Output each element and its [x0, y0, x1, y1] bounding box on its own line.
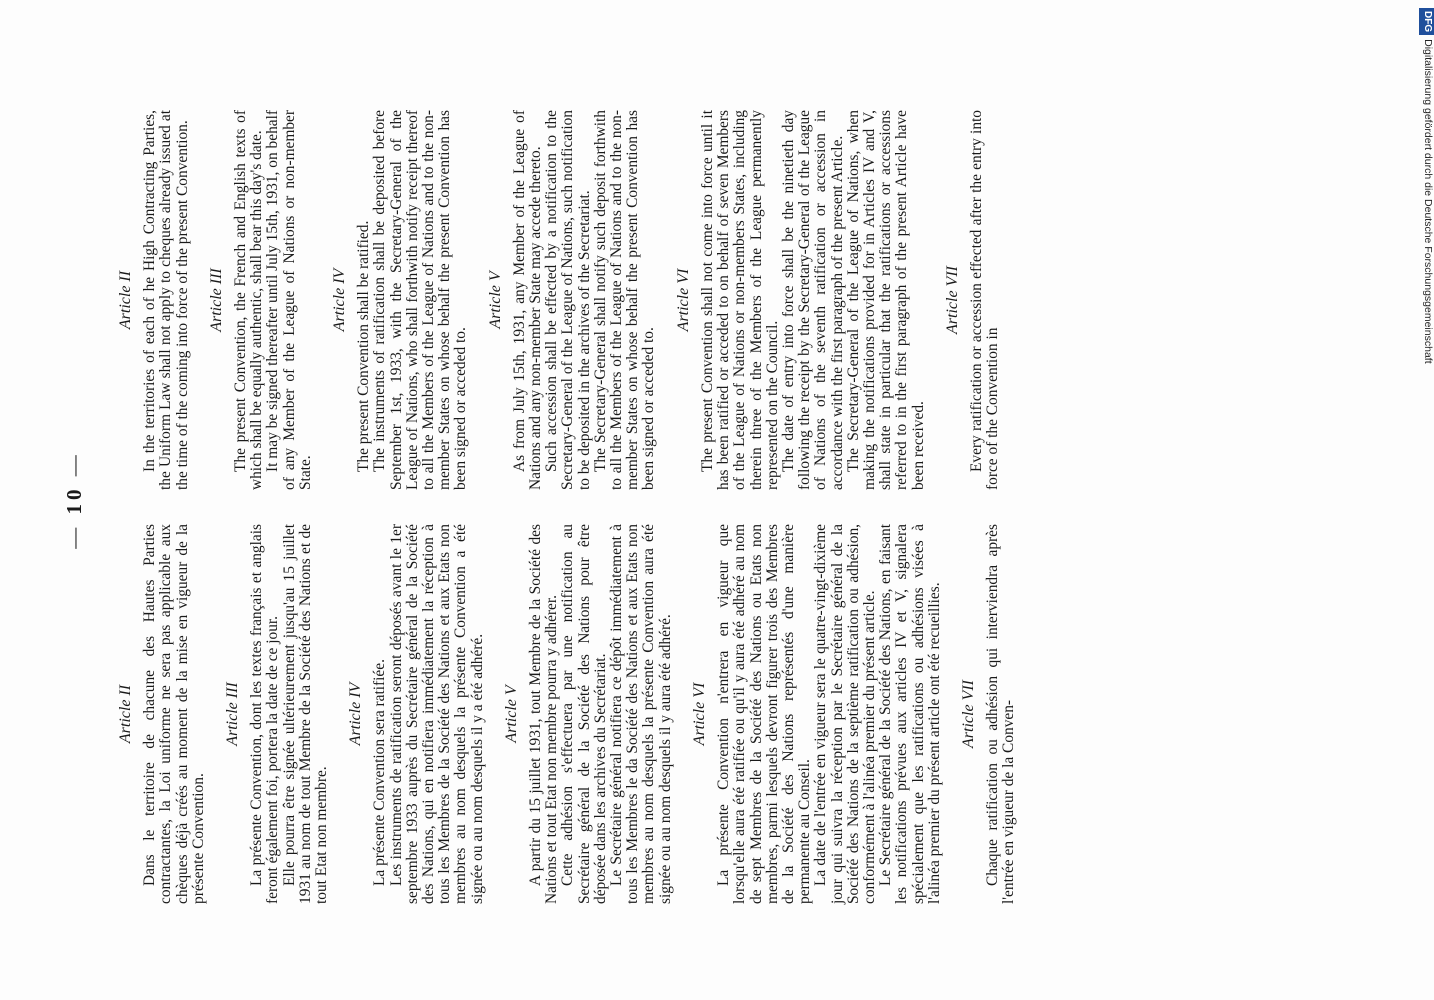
- article-paragraph: The present Convention, the French and English texts of which shall be equally authentic, shall bear this day's date.: [232, 110, 266, 490]
- article-paragraph: A partir du 15 juillet 1931, tout Membre de la Société des Nations et tout Etat non membre pourra y adhérer.: [527, 524, 561, 904]
- article-paragraph: Le Secrétaire général de la Société des Nations, en faisant les notifications prévues aux articles IV et V, signalera spécialement que les ratifications ou adhésions visées à l'alinéa premier du présent article ont été recueillies.: [877, 524, 943, 904]
- dfg-logo-icon: DFG: [1419, 8, 1434, 35]
- article-heading: Article III: [224, 682, 242, 746]
- article-paragraph: Les instruments de ratification seront déposés avant le 1er septembre 1933 auprès du Secrétaire général de la Société des Nations, qui en notifiera immédiatement la réception à tous les Membres de la Société des Nations et aux Etats non membres au nom desquels la présente Convention a été signée ou au nom desquels il y a été adhéré.: [387, 524, 486, 904]
- article-heading: Article IV: [331, 268, 349, 332]
- article-heading: Article VI: [674, 268, 692, 332]
- article-paragraph: La présente Convention sera ratifiée.: [371, 659, 389, 886]
- article-heading: Article VII: [959, 680, 977, 748]
- article-paragraph: Le Secrétaire général notifiera ce dépôt immédiatement à tous les Membres le da Société des Nations et aux Etats non membres au nom desquels la présente Convention aura été signée ou au nom desquels il y aura été adhéré.: [608, 524, 674, 904]
- digitization-credit: [1420, 8, 1434, 393]
- article-paragraph: The present Convention shall be ratified.: [355, 220, 373, 472]
- article-paragraph: La présente Convention n'entrera en vigueur que lorsqu'elle aura été ratifiée ou qu'il y aura été adhéré au nom de sept Membres de la Société des Nations ou Etats non membres, parmi lesquels devront figurer trois des Membres de la Société des Nations représentés d'une manière permanente au Conseil.: [715, 524, 814, 904]
- english-text-column: [118, 110, 1001, 490]
- article-paragraph: The Secretary-General of the League of Nations, when making the notifications provided for in Articles IV and V, shall state in particular that the ratifications or accessions referred to in the first paragraph of the present Article have been received.: [844, 110, 927, 490]
- article-paragraph: The date of entry into force shall be the ninetieth day following the receipt by the Secretary-General of the League of Nations of the seventh ratification or accession in accordance with the first paragraph of the present Article.: [779, 110, 846, 490]
- article-heading: Article VI: [690, 682, 708, 746]
- header-left-dash: —: [62, 523, 86, 549]
- article-paragraph: In the territories of each of he High Contracting Parties, the Uniform Law shall not apply to cheques already issued at the time of the coming into force of the present Convention.: [141, 110, 191, 490]
- article-heading: Article III: [207, 268, 225, 332]
- article-paragraph: Dans le territoire de chacune des Hautes Parties contractantes, la Loi uniforme ne sera pas applicable aux chèques déjà créés au moment de la mise en vigueur de la présente Convention.: [141, 524, 207, 904]
- article-paragraph: Chaque ratification ou adhésion qui interviendra après l'entrée en vigueur de la Conven-: [984, 524, 1018, 904]
- article-paragraph: As from July 15th, 1931, any Member of the League of Nations and any non-member State may accede thereto.: [510, 110, 545, 490]
- article-paragraph: The present Convention shall not come into force until it has been ratified or acceded to on behalf of seven Members of the League of Nations or non-members States, including therein three of the Members of the League permanently represented on the Council.: [698, 110, 781, 490]
- article-heading: Article V: [486, 271, 504, 329]
- article-paragraph: La date de l'entrée en vigueur sera le quatre-vingt-dixième jour qui suivra la réception par le Secrétaire général de la Société des Nations de la septième ratification ou adhésion, conformément à l'alinéa premier du présent article.: [812, 524, 878, 904]
- article-heading: Article IV: [347, 682, 365, 746]
- article-paragraph: Every ratification or accession effected after the entry into force of the Convention in: [967, 110, 1002, 490]
- page-number: 10: [62, 485, 86, 515]
- article-paragraph: Elle pourra être signée ultérieurement jusqu'au 15 juillet 1931 au nom de tout Membre de la Société des Nations et de tout Etat non membre.: [280, 524, 331, 904]
- page-header: [62, 0, 102, 1000]
- article-paragraph: The instruments of ratification shall be deposited before September 1st, 1933, with the Secretary-General of the League of Nations, who shall forthwith notify receipt thereof to all the Members of the League of Nations and to the non-member States on whose behalf the present Convention has been signed or acceded to.: [371, 110, 470, 490]
- article-heading: Article II: [117, 684, 134, 744]
- article-paragraph: The Secretary-General shall notify such deposit forthwith to all the Members of the League of Nations and to the non-member States on whose behalf the present Convention has been signed or acceded to.: [591, 110, 658, 490]
- article-paragraph: Cette adhésion s'effectuera par une notification au Secrétaire général de la Société des Nations pour être déposée dans les archives du Secrétariat.: [559, 524, 609, 904]
- credit-text: Digitalisierung gefördert durch die Deutsche Forschungsgemeinschaft: [1422, 39, 1434, 364]
- article-paragraph: La présente Convention, dont les textes français et anglais feront également foi, portera la date de ce jour.: [248, 524, 282, 904]
- article-heading: Article II: [117, 270, 134, 330]
- french-text-column: [118, 524, 1018, 904]
- article-heading: Article V: [502, 685, 520, 743]
- article-paragraph: It may be signed thereafter until July 15th, 1931, on behalf of any Member of the League of Nations or non-member State.: [264, 110, 314, 490]
- article-paragraph: Such accession shall be effected by a notification to the Secretary-General of the League of Nations, such notification to be deposited in the archives of the Secretariat.: [543, 110, 593, 490]
- article-heading: Article VII: [943, 266, 961, 334]
- header-right-dash: —: [62, 451, 86, 477]
